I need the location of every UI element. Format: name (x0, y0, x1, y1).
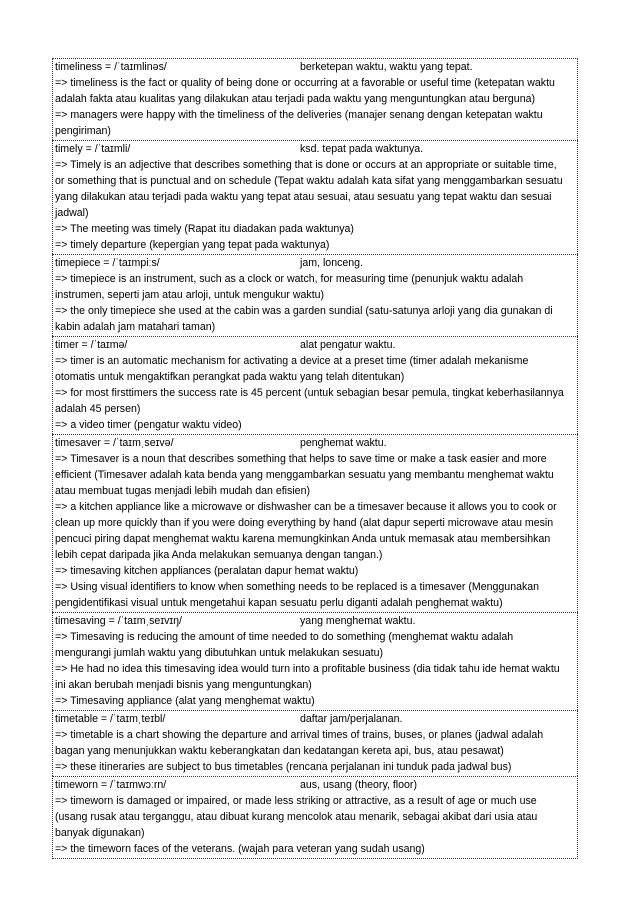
entry-text-line: ini akan berubah menjadi bisnis yang menguntungkan) (55, 679, 312, 691)
entry-text-line: or something that is punctual and on schedule (Tepat waktu adalah kata sifat yang menggambarkan sesuatu (55, 175, 563, 187)
entry-text-line: => Timesaving is reducing the amount of time needed to do something (menghemat waktu adalah (55, 631, 514, 643)
entry-meaning: ksd. tepat pada waktunya. (300, 143, 424, 155)
entry-term-pronunciation: timer = /ˈtaɪmə/ (55, 339, 128, 351)
entry-text-line: => timepiece is an instrument, such as a clock or watch, for measuring time (penunjuk waktu adalah (55, 273, 524, 285)
vocabulary-document (52, 58, 578, 859)
entry-meaning: alat pengatur waktu. (300, 339, 396, 351)
vocabulary-entry (52, 254, 578, 336)
entry-heading (55, 435, 575, 451)
entry-text-line: => a kitchen appliance like a microwave or dishwasher can be a timesaver because it allows you to cook or (55, 501, 557, 513)
entry-text-line: instrumen, seperti jam atau arloji, untuk mengukur waktu) (55, 289, 325, 301)
entry-heading (55, 59, 575, 75)
entry-text-line: jadwal) (55, 207, 89, 219)
entry-heading (55, 337, 575, 353)
entry-text-line: kabin adalah jam matahari taman) (55, 321, 216, 333)
entry-text-line: => managers were happy with the timeliness of the deliveries (manajer senang dengan ketepatan waktu (55, 109, 543, 121)
entry-text-line: => a video timer (pengatur waktu video) (55, 419, 242, 431)
vocabulary-entry (52, 776, 578, 859)
entry-text-line: => these itineraries are subject to bus timetables (rencana perjalanan ini tunduk pada jadwal bus) (55, 761, 512, 773)
entry-text-line: => the only timepiece she used at the cabin was a garden sundial (satu-satunya arloji yang dia gunakan di (55, 305, 553, 317)
entry-term-pronunciation: timepiece = /ˈtaɪmpiːs/ (55, 257, 160, 269)
entry-heading (55, 613, 575, 629)
entry-text-line: lebih cepat daripada jika Anda melakukan semuanya dengan tangan.) (55, 549, 383, 561)
entry-meaning: aus, usang (theory, floor) (300, 779, 417, 791)
entry-text-line: pengidentifikasi visual untuk mengetahui kapan sesuatu perlu diganti adalah penghemat waktu) (55, 597, 503, 609)
entry-text-line: yang dilakukan atau terjadi pada waktu yang tepat atau sesuai, atau sesuatu yang tepat waktu dan sesuai (55, 191, 552, 203)
entry-text-line: otomatis untuk mengaktifkan perangkat pada waktu yang telah ditentukan) (55, 371, 405, 383)
entry-heading (55, 255, 575, 271)
entry-text-line: => for most firsttimers the success rate is 45 percent (untuk sebagian besar pemula, tingkat keberhasilannya (55, 387, 564, 399)
entry-text-line: => Timesaver is a noun that describes something that helps to save time or make a task easier and more (55, 453, 547, 465)
entry-text-line: => timeliness is the fact or quality of being done or occurring at a favorable or useful time (ketepatan waktu (55, 77, 555, 89)
entry-heading (55, 711, 575, 727)
entry-term-pronunciation: timetable = /ˈtaɪmˌteɪbl/ (55, 713, 166, 725)
vocabulary-entry (52, 710, 578, 776)
entry-heading (55, 141, 575, 157)
entry-term-pronunciation: timeworn = /ˈtaɪmwɔːrn/ (55, 779, 167, 791)
entry-text-line: => Using visual identifiers to know when something needs to be replaced is a timesaver (Menggunakan (55, 581, 540, 593)
entry-text-line: => timeworn is damaged or impaired, or made less striking or attractive, as a result of age or much use (55, 795, 537, 807)
entry-term-pronunciation: timeliness = /ˈtaɪmlinəs/ (55, 61, 167, 73)
entry-text-line: pengiriman) (55, 125, 111, 137)
entry-text-line: efficient (Timesaver adalah kata benda yang menggambarkan sesuatu yang membantu menghemat waktu (55, 469, 554, 481)
entry-text-line: pencuci piring dapat menghemat waktu karena memungkinkan Anda untuk memasak atau membersihkan (55, 533, 551, 545)
entry-text-line: mengurangi jumlah waktu yang dibutuhkan untuk melakukan sesuatu) (55, 647, 384, 659)
vocabulary-entry (52, 336, 578, 434)
entry-text-line: clean up more quickly than if you were doing everything by hand (alat dapur seperti microwave atau mesin (55, 517, 554, 529)
entry-text-line: banyak digunakan) (55, 827, 145, 839)
entry-meaning: berketepan waktu, waktu yang tepat. (300, 61, 473, 73)
entry-text-line: adalah 45 persen) (55, 403, 141, 415)
entry-text-line: (usang rusak atau terganggu, atau dibuat kurang mencolok atau menarik, sebagai akibat dari usia atau (55, 811, 538, 823)
entry-text-line: => the timeworn faces of the veterans. (wajah para veteran yang sudah usang) (55, 843, 425, 855)
entry-text-line: => timesaving kitchen appliances (peralatan dapur hemat waktu) (55, 565, 359, 577)
entry-text-line: => timetable is a chart showing the departure and arrival times of trains, buses, or planes (jadwal adalah (55, 729, 544, 741)
entry-meaning: yang menghemat waktu. (300, 615, 416, 627)
vocabulary-entry (52, 140, 578, 254)
entry-term-pronunciation: timesaver = /ˈtaɪmˌseɪvə/ (55, 437, 174, 449)
entry-term-pronunciation: timely = /ˈtaɪmli/ (55, 143, 131, 155)
entry-text-line: adalah fakta atau kualitas yang dilakukan atau terjadi pada waktu yang menguntungkan atau berguna) (55, 93, 536, 105)
entry-text-line: atau membuat tugas menjadi lebih mudah dan efisien) (55, 485, 310, 497)
vocabulary-entry (52, 612, 578, 710)
entry-meaning: penghemat waktu. (300, 437, 387, 449)
entry-text-line: => The meeting was timely (Rapat itu diadakan pada waktunya) (55, 223, 354, 235)
entry-text-line: => timely departure (kepergian yang tepat pada waktunya) (55, 239, 330, 251)
entry-heading (55, 777, 575, 793)
entry-term-pronunciation: timesaving = /ˈtaɪmˌseɪvɪŋ/ (55, 615, 183, 627)
entry-text-line: => He had no idea this timesaving idea would turn into a profitable business (dia tidak tahu ide hemat waktu (55, 663, 560, 675)
entry-meaning: daftar jam/perjalanan. (300, 713, 403, 725)
vocabulary-entry (52, 434, 578, 612)
entry-meaning: jam, lonceng. (300, 257, 364, 269)
entry-text-line: => timer is an automatic mechanism for activating a device at a preset time (timer adalah mekanisme (55, 355, 529, 367)
vocabulary-entry (52, 58, 578, 140)
entry-text-line: => Timesaving appliance (alat yang menghemat waktu) (55, 695, 315, 707)
entry-text-line: bagan yang menunjukkan waktu keberangkatan dan kedatangan kereta api, bus, atau pesawat) (55, 745, 504, 757)
entry-text-line: => Timely is an adjective that describes something that is done or occurs at an appropriate or suitable time, (55, 159, 557, 171)
